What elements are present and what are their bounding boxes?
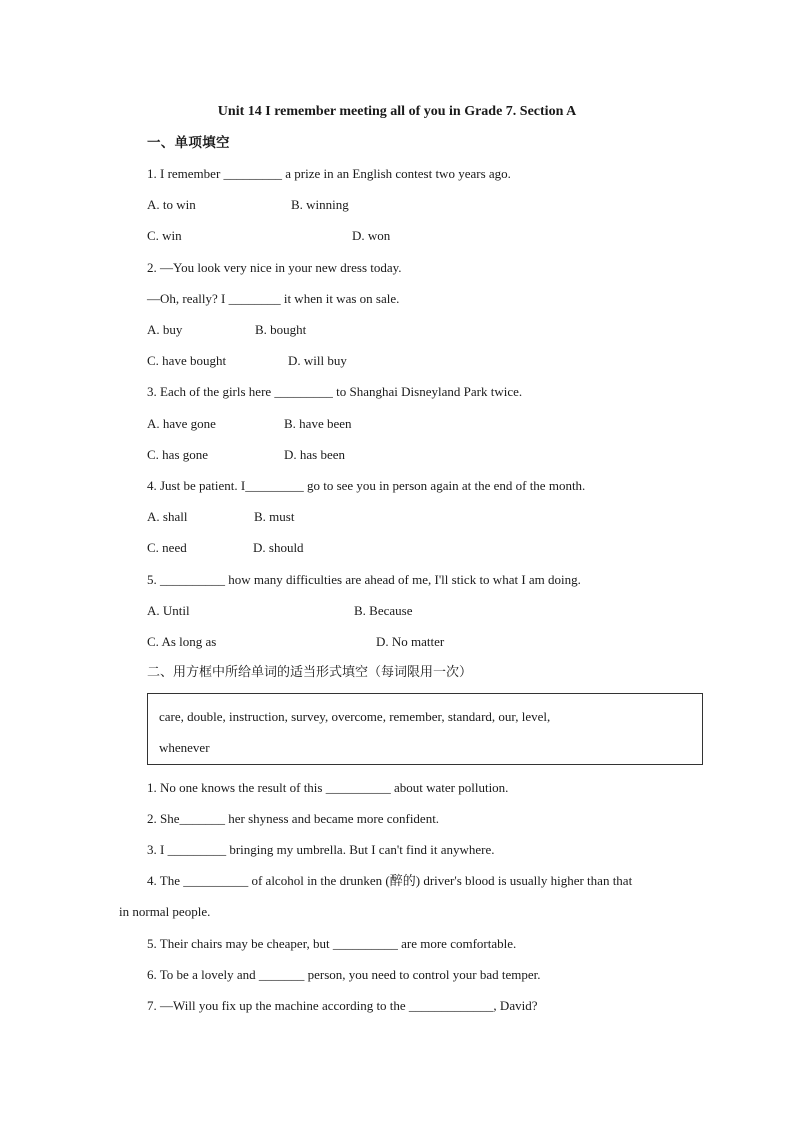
question-5-option-d: D. No matter bbox=[376, 634, 445, 649]
question-1-option-c: C. win bbox=[147, 228, 182, 243]
question-2-option-a: A. buy bbox=[147, 322, 183, 337]
question-4-option-b: B. must bbox=[254, 509, 295, 524]
section-2-heading: 二、用方框中所给单词的适当形式填空（每词限用一次） bbox=[147, 665, 473, 680]
question-2-option-c: C. have bought bbox=[147, 353, 227, 368]
fill-item-7: 7. —Will you fix up the machine according to the _____________, David? bbox=[147, 998, 538, 1013]
question-2-reply: —Oh, really? I ________ it when it was on sale. bbox=[147, 291, 400, 306]
question-4-option-a: A. shall bbox=[147, 509, 188, 524]
question-1-option-a: A. to win bbox=[147, 197, 196, 212]
page-title: Unit 14 I remember meeting all of you in Grade 7. Section A bbox=[217, 104, 577, 119]
question-3-stem: 3. Each of the girls here _________ to Shanghai Disneyland Park twice. bbox=[147, 384, 523, 399]
word-box bbox=[147, 693, 703, 765]
question-2-option-b: B. bought bbox=[255, 322, 307, 337]
fill-item-6: 6. To be a lovely and _______ person, you need to control your bad temper. bbox=[147, 967, 541, 982]
question-3-option-d: D. has been bbox=[284, 447, 346, 462]
question-3-option-c: C. has gone bbox=[147, 447, 209, 462]
word-box-line-1: care, double, instruction, survey, overcome, remember, standard, our, level, bbox=[159, 709, 551, 724]
question-2-option-d: D. will buy bbox=[288, 353, 347, 368]
question-5-stem: 5. __________ how many difficulties are ahead of me, I'll stick to what I am doing. bbox=[147, 572, 581, 587]
word-box-line-2: whenever bbox=[159, 740, 210, 755]
question-5-option-c: C. As long as bbox=[147, 634, 217, 649]
question-5-option-a: A. Until bbox=[147, 603, 190, 618]
question-1-stem: 1. I remember _________ a prize in an English contest two years ago. bbox=[147, 166, 511, 181]
fill-item-2: 2. She_______ her shyness and became more confident. bbox=[147, 811, 440, 826]
question-5-option-b: B. Because bbox=[354, 603, 413, 618]
question-3-option-a: A. have gone bbox=[147, 416, 216, 431]
fill-item-4: 4. The __________ of alcohol in the drunken (醉的) driver's blood is usually higher than that bbox=[147, 873, 633, 888]
fill-item-5: 5. Their chairs may be cheaper, but __________ are more comfortable. bbox=[147, 936, 517, 951]
question-1-option-d: D. won bbox=[352, 228, 391, 243]
question-4-stem: 4. Just be patient. I_________ go to see you in person again at the end of the month. bbox=[147, 478, 586, 493]
question-1-option-b: B. winning bbox=[291, 197, 349, 212]
section-1-heading: 一、单项填空 bbox=[147, 135, 230, 151]
question-4-option-d: D. should bbox=[253, 540, 304, 555]
question-4-option-c: C. need bbox=[147, 540, 187, 555]
fill-item-4-continued: in normal people. bbox=[119, 904, 211, 919]
question-3-option-b: B. have been bbox=[284, 416, 352, 431]
fill-item-1: 1. No one knows the result of this __________ about water pollution. bbox=[147, 780, 509, 795]
question-2-stem: 2. —You look very nice in your new dress today. bbox=[147, 260, 402, 275]
fill-item-3: 3. I _________ bringing my umbrella. But I can't find it anywhere. bbox=[147, 842, 495, 857]
